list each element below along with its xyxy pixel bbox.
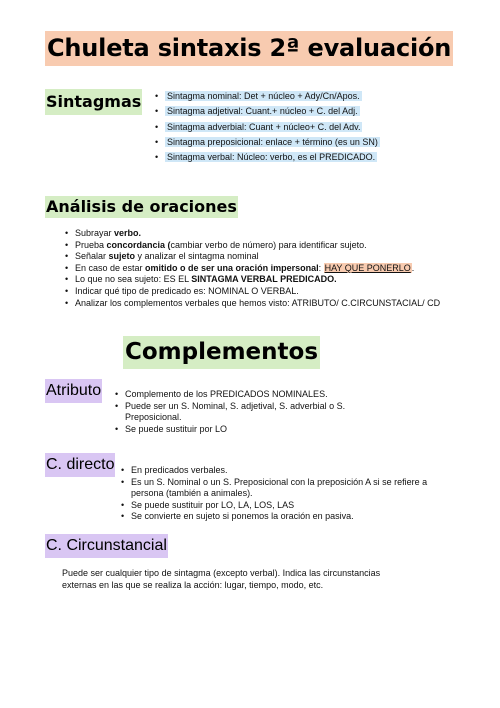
section-heading-analisis: Análisis de oraciones (46, 197, 237, 216)
list-item (155, 135, 455, 150)
atributo-list (115, 389, 365, 435)
list-item (65, 274, 475, 286)
text: Señalar (75, 251, 109, 262)
subheading-directo: C. directo (45, 453, 115, 477)
highlighted-text: Sintagma adjetival: Cuant.+ núcleo + C. del Adj. (167, 106, 358, 117)
bold-text: concordancia ( (106, 239, 171, 250)
highlighted-text: HAY QUE PONERLO (324, 262, 411, 273)
subheading-atributo: Atributo (45, 379, 102, 403)
paragraph-circunstancial: Puede ser cualquier tipo de sintagma (excepto verbal). Indica las circunstancias externas en las que se realiza la acción: lugar, tiempo, modo, etc. (62, 568, 381, 590)
sintagmas-list (155, 89, 455, 165)
highlighted-text: Sintagma nominal: Det + núcleo + Ady/Cn/Apos. (167, 91, 360, 101)
list-item: • Es un S. Nominal o un S. Preposicional con la preposición A si se refiere a persona (también a animales). (121, 477, 441, 500)
text: Subrayar (75, 228, 115, 238)
list-item (65, 263, 475, 275)
page-title: Chuleta sintaxis 2ª evaluación (45, 31, 453, 66)
highlighted-text: Sintagma preposicional: enlace + término (es un SN) (167, 136, 378, 147)
list-item (155, 104, 455, 119)
text: . (411, 262, 415, 273)
list-item (65, 251, 475, 263)
text: cambiar verbo de número) para identificar sujeto. (170, 239, 367, 250)
list-item (155, 89, 455, 104)
list-item (65, 298, 475, 310)
analisis-list (65, 228, 475, 309)
list-item: • Se puede sustituir por LO, LA, LOS, LAS (121, 500, 441, 512)
highlighted-text: Sintagma verbal: Núcleo: verbo, es el PREDICADO. (167, 152, 376, 163)
list-item (65, 228, 475, 240)
text: y analizar el sintagma nominal (135, 251, 259, 262)
bold-text: SINTAGMA VERBAL PREDICADO. (191, 274, 337, 285)
list-item: • Se convierte en sujeto si ponemos la oración en pasiva. (121, 511, 441, 523)
list-item (155, 150, 455, 165)
subheading-circunstancial: C. Circunstancial (45, 534, 168, 558)
text: Analizar los complementos verbales que hemos visto: ATRIBUTO/ C.CIRCUNSTACIAL/ CD (75, 297, 441, 308)
bold-text: sujeto (108, 251, 136, 262)
text: : (318, 262, 324, 273)
list-item: • Se puede sustituir por LO (115, 424, 365, 436)
list-item (65, 286, 475, 298)
text: En caso de estar (75, 262, 146, 273)
bold-text: verbo. (114, 228, 142, 238)
list-item: • Puede ser un S. Nominal, S. adjetival, S. adverbial o S. Preposicional. (115, 401, 365, 424)
directo-list (121, 465, 441, 523)
list-item (155, 120, 455, 135)
bold-text: omitido o de ser una oración impersonal (145, 262, 319, 273)
text: Lo que no sea sujeto: ES EL (75, 274, 192, 285)
section-heading-sintagmas: Sintagmas (45, 89, 142, 115)
list-item: • Complemento de los PREDICADOS NOMINALES. (115, 389, 365, 401)
list-item: • En predicados verbales. (121, 465, 441, 477)
highlighted-text: Sintagma adverbial: Cuant + núcleo+ C. del Adv. (167, 121, 361, 132)
section-heading-complementos: Complementos (123, 336, 320, 369)
text: Indicar qué tipo de predicado es: NOMINAL O VERBAL. (75, 285, 299, 296)
list-item (65, 240, 475, 252)
text: Prueba (75, 239, 107, 250)
